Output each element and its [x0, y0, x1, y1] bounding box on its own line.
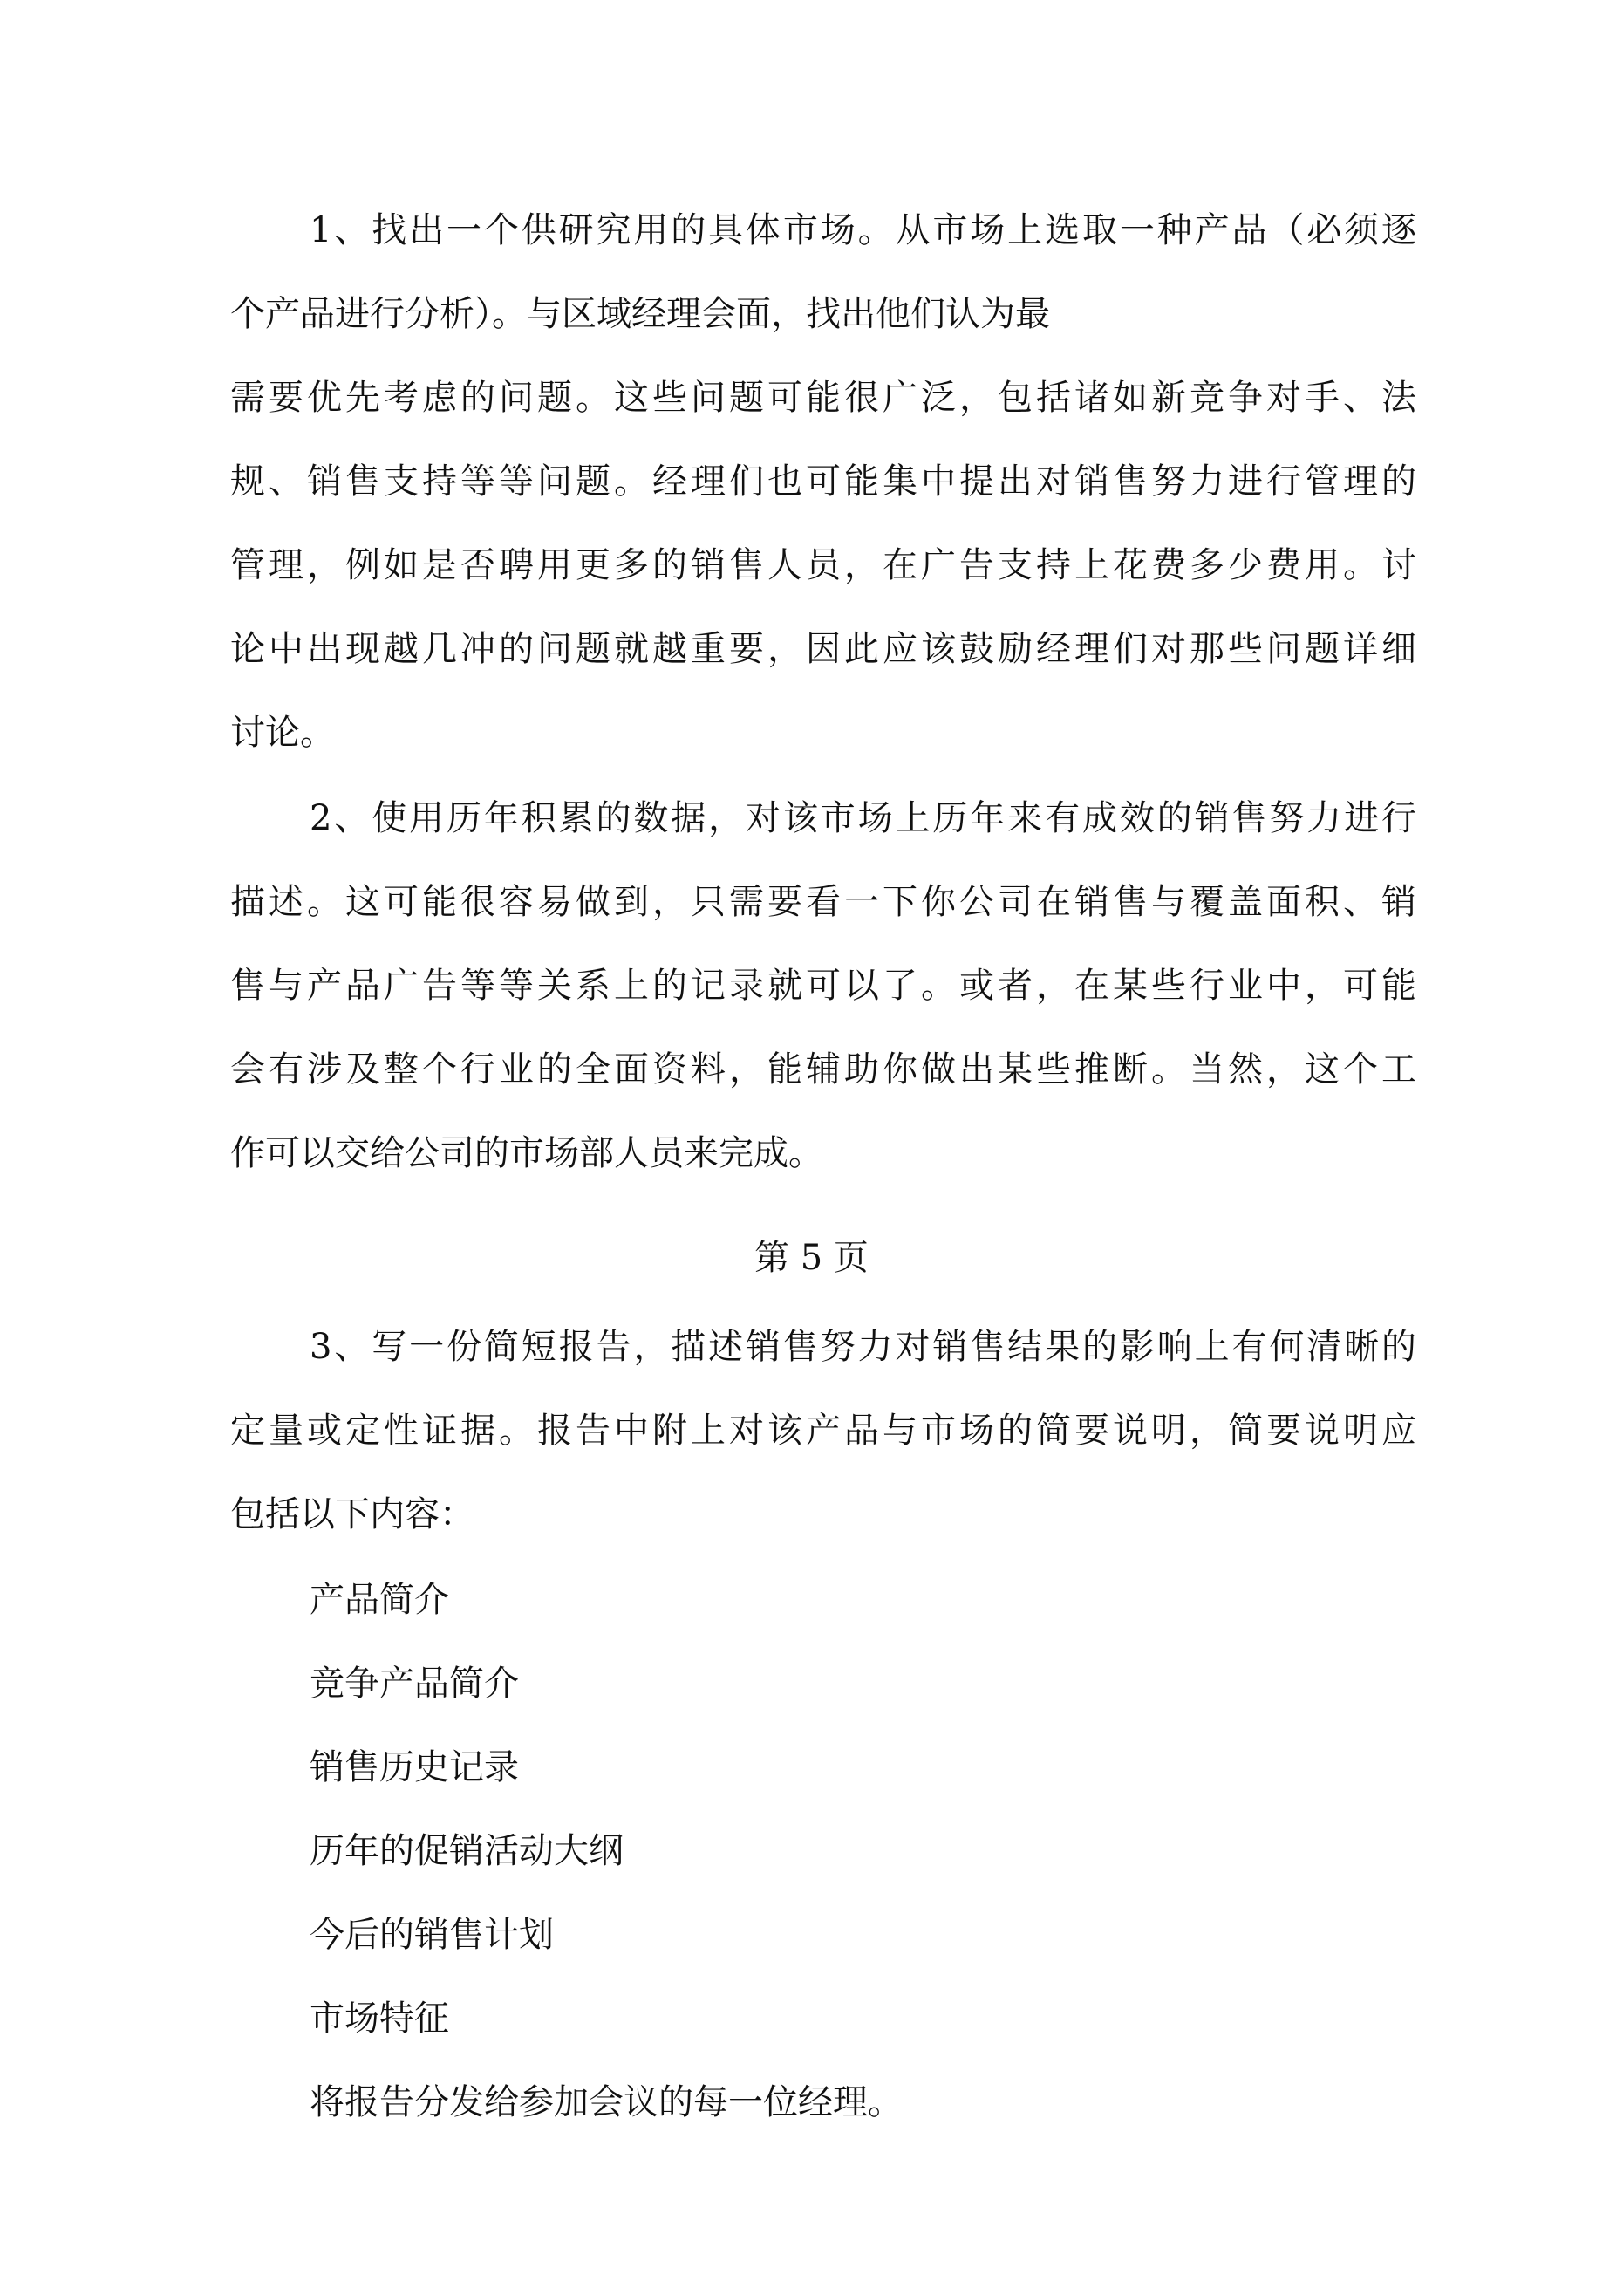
paragraph-1-line-3: 需要优先考虑的问题。这些问题可能很广泛，包括诸如新竞争对手、法: [230, 378, 1416, 418]
paragraph-1-line-5: 管理，例如是否聘用更多的销售人员，在广告支持上花费多少费用。讨: [230, 545, 1416, 585]
list-item-distribute-report: 将报告分发给参加会议的每一位经理。: [310, 2082, 903, 2122]
list-item-market-features: 市场特征: [310, 1999, 449, 2039]
paragraph-1-line-2: 个产品进行分析）。与区域经理会面，找出他们认为最: [230, 294, 1050, 334]
paragraph-1-line-4: 规、销售支持等等问题。经理们也可能集中提出对销售努力进行管理的: [230, 461, 1416, 502]
list-item-promotion-outline: 历年的促销活动大纲: [310, 1831, 624, 1871]
paragraph-2-line-3: 售与产品广告等等关系上的记录就可以了。或者，在某些行业中，可能: [230, 966, 1416, 1006]
list-item-sales-plan: 今后的销售计划: [310, 1915, 554, 1955]
paragraph-3-line-1: 3、写一份简短报告，描述销售努力对销售结果的影响上有何清晰的: [310, 1327, 1416, 1367]
paragraph-2-line-2: 描述。这可能很容易做到，只需要看一下你公司在销售与覆盖面积、销: [230, 882, 1416, 922]
paragraph-1-line-6: 论中出现越几冲的问题就越重要，因此应该鼓励经理们对那些问题详细: [230, 629, 1416, 669]
paragraph-1-line-1: 1、找出一个供研究用的具体市场。从市场上选取一种产品（必须逐: [310, 210, 1416, 250]
paragraph-2-line-5: 作可以交给公司的市场部人员来完成。: [230, 1133, 823, 1173]
list-item-product-intro: 产品简介: [310, 1580, 449, 1620]
list-item-sales-history: 销售历史记录: [310, 1747, 519, 1787]
list-item-competitor-intro: 竞争产品简介: [310, 1664, 519, 1704]
paragraph-3-line-3: 包括以下内容：: [230, 1494, 474, 1534]
paragraph-2-line-1: 2、使用历年积累的数据，对该市场上历年来有成效的销售努力进行: [310, 798, 1416, 838]
paragraph-1-line-7: 讨论。: [230, 713, 335, 753]
paragraph-3-line-2: 定量或定性证据。报告中附上对该产品与市场的简要说明，简要说明应: [230, 1411, 1416, 1451]
page-number: 第 5 页: [754, 1238, 869, 1278]
paragraph-2-line-4: 会有涉及整个行业的全面资料，能辅助你做出某些推断。当然，这个工: [230, 1049, 1416, 1090]
